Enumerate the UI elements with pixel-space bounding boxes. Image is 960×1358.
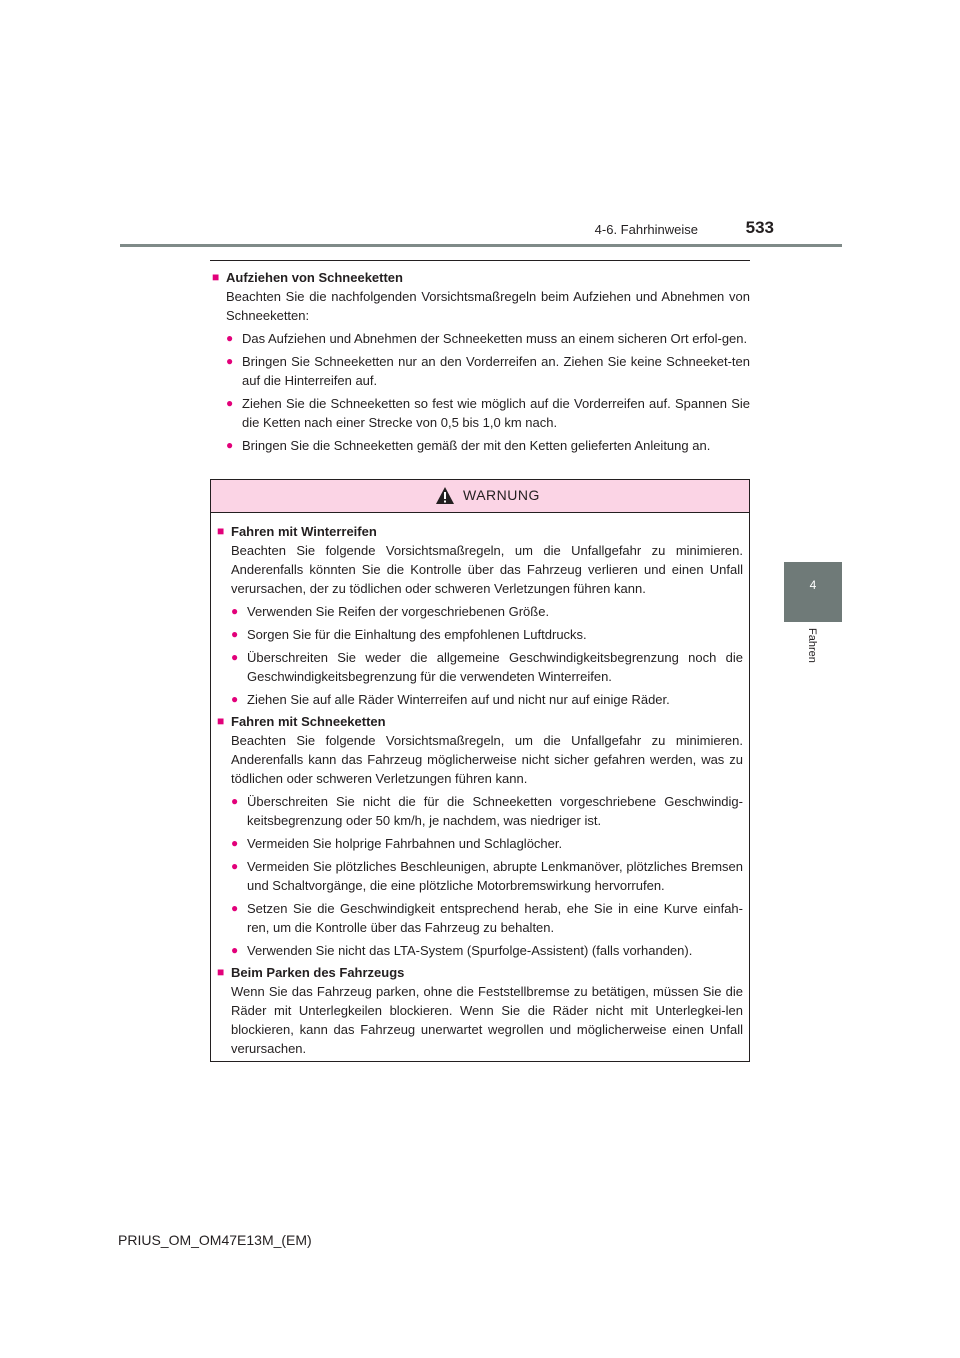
list-item: [231, 941, 743, 960]
warning-header: [211, 480, 749, 513]
list-item: [231, 834, 743, 853]
list-item-text: Vermeiden Sie plötzliches Beschleunigen, abrupte Lenkmanöver, plötzliches Bremsen und Schaltvorgänge, die eine plötzliche Motorbremswirkung hervorrufen.: [247, 859, 743, 893]
square-bullet-icon: ■: [217, 714, 225, 728]
warning-heading-text: Fahren mit Schneeketten: [231, 714, 386, 729]
page-number: 533: [745, 218, 774, 237]
list-item-text: Setzen Sie die Geschwindigkeit entsprechend herab, ehe Sie in eine Kurve einfah-ren, um die Kontrolle über das Fahrzeug zu behalten.: [247, 901, 743, 935]
list-item-text: Ziehen Sie auf alle Räder Winterreifen auf und nicht nur auf einige Räder.: [247, 692, 670, 707]
round-bullet-icon: ●: [231, 692, 239, 706]
list-item-text: Verwenden Sie nicht das LTA-System (Spurfolge-Assistent) (falls vorhanden).: [247, 943, 693, 958]
list-item-text: Bringen Sie die Schneeketten gemäß der mit den Ketten gelieferten Anleitung an.: [242, 438, 711, 453]
round-bullet-icon: ●: [226, 438, 234, 452]
list-item-text: Das Aufziehen und Abnehmen der Schneeketten muss an einem sicheren Ort erfol-gen.: [242, 331, 748, 346]
warning-paragraph: Wenn Sie das Fahrzeug parken, ohne die Feststellbremse zu betätigen, müssen Sie die Räder mit Unterlegkeilen blockieren. Wenn Sie die Räder nicht mit Unterlegkei-len blockieren, kann das Fahrzeug unerwartet wegrollen und möglicherweise einen Unfall verursachen.: [231, 984, 743, 1056]
section-title: 4-6. Fahrhinweise: [594, 222, 698, 237]
round-bullet-icon: ●: [231, 859, 239, 873]
warning-triangle-icon: [435, 486, 455, 505]
list-item: [226, 352, 750, 390]
intro-heading: [212, 268, 750, 287]
square-bullet-icon: ■: [217, 524, 225, 538]
round-bullet-icon: ●: [226, 354, 234, 368]
list-item: [231, 690, 743, 709]
list-item: [231, 625, 743, 644]
warning-section-heading: [217, 712, 743, 731]
list-item: [231, 792, 743, 830]
warning-section-heading: [217, 522, 743, 541]
list-item-text: Ziehen Sie die Schneeketten so fest wie möglich auf die Vorderreifen auf. Spannen Sie die Ketten nach einer Strecke von 0,5 bis 1,0 km nach.: [242, 396, 750, 430]
warning-box: [210, 479, 750, 1062]
chapter-number: 4: [809, 578, 817, 592]
round-bullet-icon: ●: [231, 943, 239, 957]
chapter-tab: [784, 562, 842, 622]
warning-paragraph: Beachten Sie folgende Vorsichtsmaßregeln, um die Unfallgefahr zu minimieren. Anderenfalls könnten Sie die Kontrolle über das Fahrzeug verlieren und einen Unfall verursachen, der zu tödlichen oder schweren Verletzungen führen kann.: [231, 543, 743, 596]
list-item: [231, 857, 743, 895]
round-bullet-icon: ●: [231, 794, 239, 808]
list-item: [231, 602, 743, 621]
warning-title: WARNUNG: [463, 487, 540, 503]
header-rule: [120, 244, 842, 247]
list-item: [226, 329, 750, 348]
warning-section-heading: [217, 963, 743, 982]
list-item-text: Bringen Sie Schneeketten nur an den Vorderreifen an. Ziehen Sie keine Schneeket-ten auf die Hinterreifen auf.: [242, 354, 750, 388]
round-bullet-icon: ●: [231, 901, 239, 915]
list-item-text: Vermeiden Sie holprige Fahrbahnen und Schlaglöcher.: [247, 836, 563, 851]
content-top-rule: [210, 260, 750, 261]
list-item-text: Verwenden Sie Reifen der vorgeschriebenen Größe.: [247, 604, 550, 619]
chapter-label-text: Fahren: [806, 628, 818, 663]
list-item-text: Überschreiten Sie nicht die für die Schneeketten vorgeschriebene Geschwindig-keitsbegrenzung oder 50 km/h, je nachdem, was niedriger ist.: [247, 794, 743, 828]
list-item: [226, 394, 750, 432]
list-item: [231, 899, 743, 937]
list-item: [231, 648, 743, 686]
intro-paragraph: Beachten Sie die nachfolgenden Vorsichtsmaßregeln beim Aufziehen und Abnehmen von Schneeketten:: [226, 289, 750, 323]
warning-paragraph: Beachten Sie folgende Vorsichtsmaßregeln, um die Unfallgefahr zu minimieren. Anderenfalls kann das Fahrzeug möglicherweise nicht sicher gefahren werden, was zu tödlichen oder schweren Verletzungen führen kann.: [231, 733, 743, 786]
square-bullet-icon: ■: [212, 270, 220, 284]
intro-heading-text: Aufziehen von Schneeketten: [226, 270, 403, 285]
round-bullet-icon: ●: [226, 331, 234, 345]
document-code: PRIUS_OM_OM47E13M_(EM): [118, 1232, 312, 1248]
chapter-side-label: [784, 628, 842, 672]
warning-heading-text: Fahren mit Winterreifen: [231, 524, 377, 539]
round-bullet-icon: ●: [231, 627, 239, 641]
round-bullet-icon: ●: [231, 650, 239, 664]
warning-heading-text: Beim Parken des Fahrzeugs: [231, 965, 405, 980]
round-bullet-icon: ●: [231, 836, 239, 850]
round-bullet-icon: ●: [231, 604, 239, 618]
list-item: [226, 436, 750, 455]
list-item-text: Überschreiten Sie weder die allgemeine Geschwindigkeitsbegrenzung noch die Geschwindigkeitsbegrenzung für die verwendeten Winterreifen.: [247, 650, 743, 684]
square-bullet-icon: ■: [217, 965, 225, 979]
round-bullet-icon: ●: [226, 396, 234, 410]
warning-body: [217, 522, 743, 1058]
intro-section: [212, 268, 750, 455]
list-item-text: Sorgen Sie für die Einhaltung des empfohlenen Luftdrucks.: [247, 627, 587, 642]
